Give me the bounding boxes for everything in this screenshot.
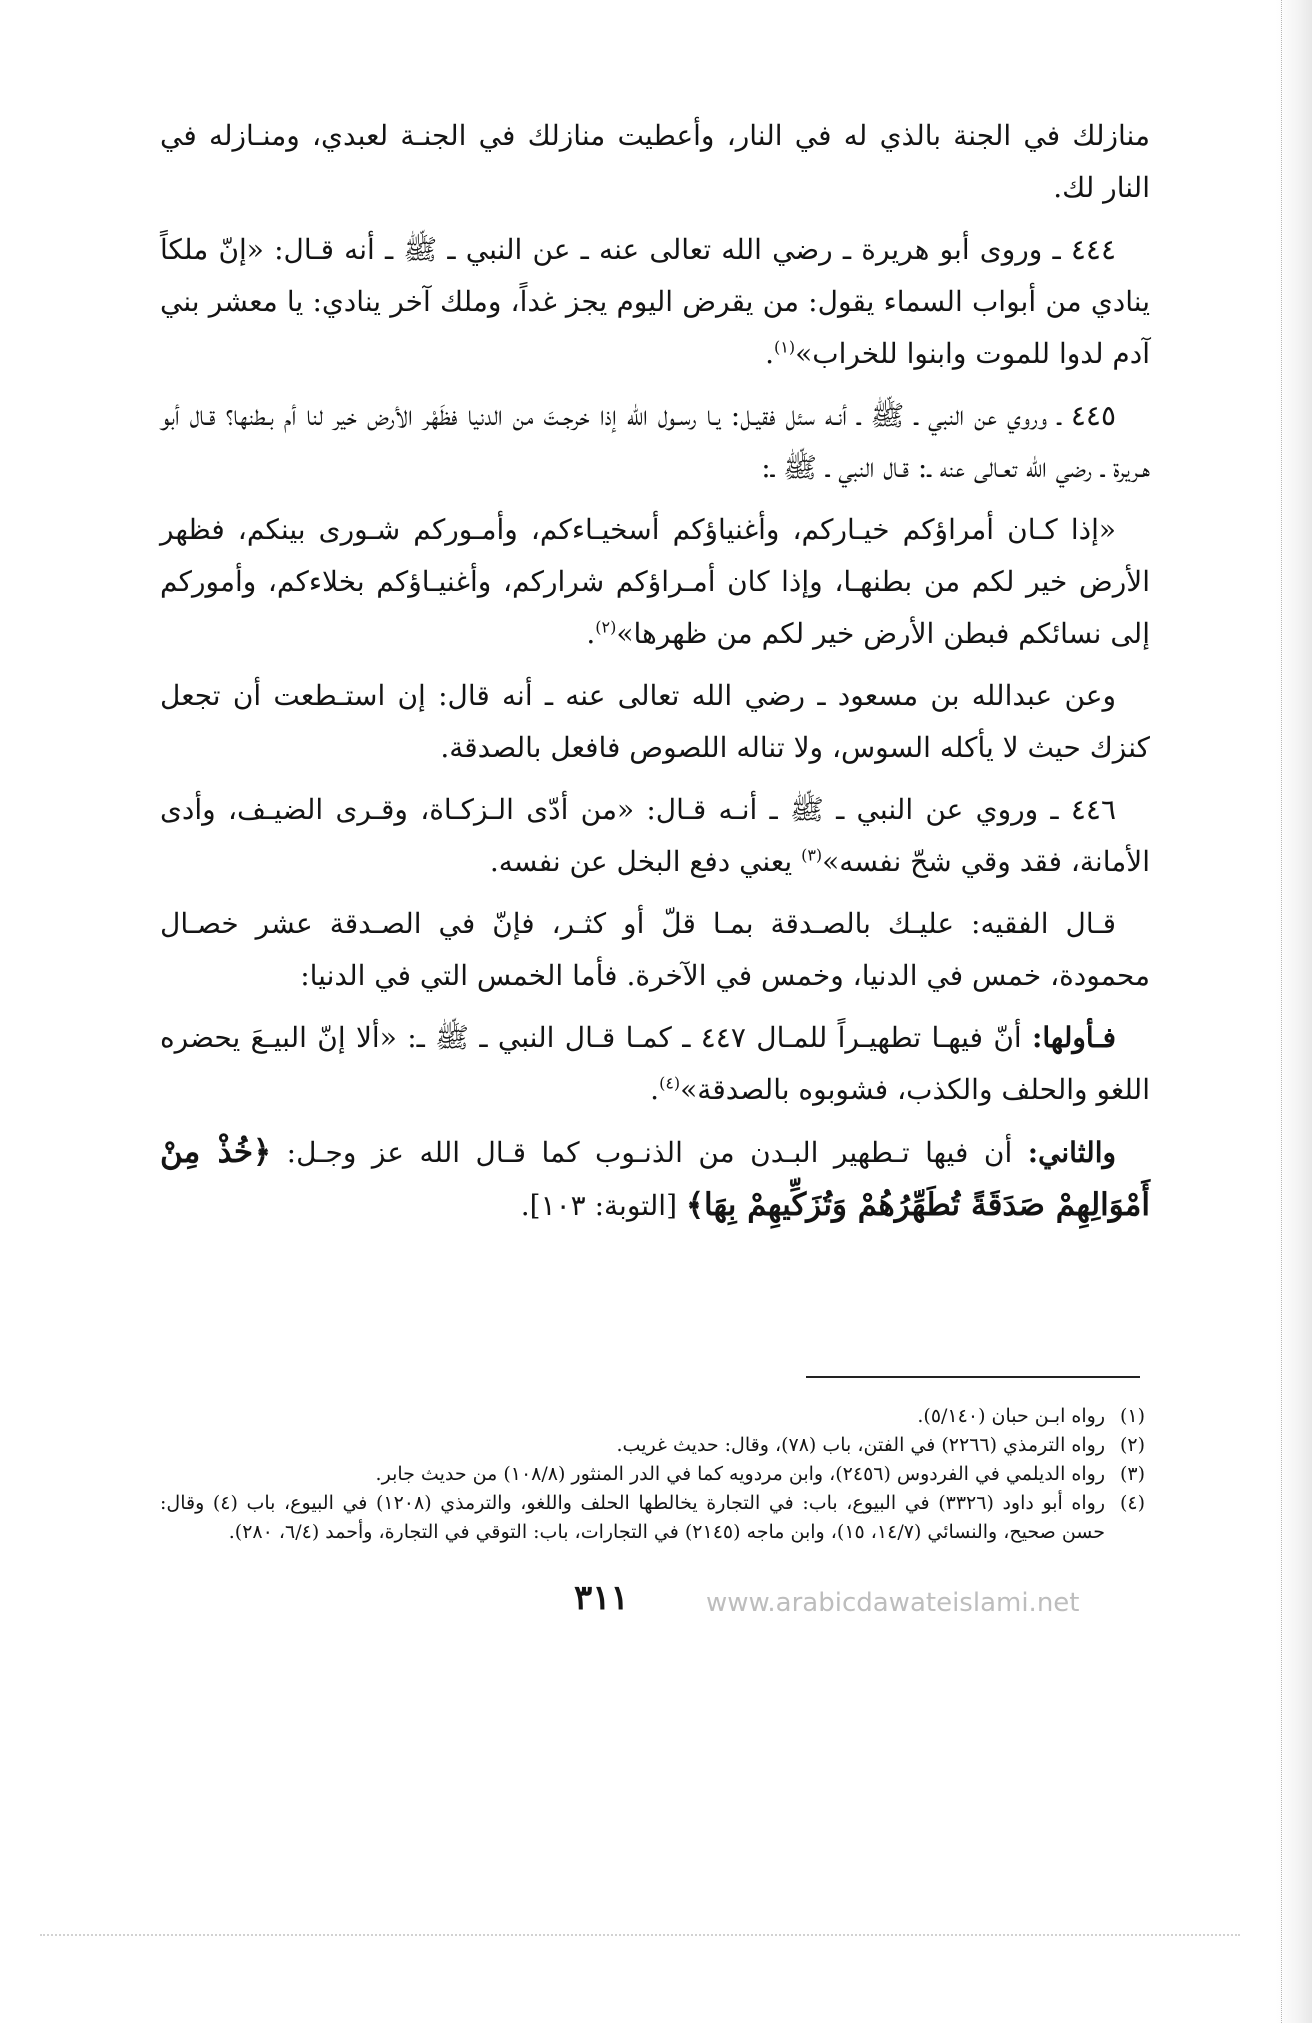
paragraph-text: يعني دفع البخل عن نفسه. xyxy=(489,845,802,878)
paragraph-text: أنّ فيهـا تطهيـراً للمـال ٤٤٧ ـ كمـا قـال النبي ـ ﷺ ـ: «ألا إنّ البيـعَ يحضره اللغو والحلف والكذب، فشوبوه بالصدقة» xyxy=(160,1021,1150,1106)
footnote-marker-3: (٣) xyxy=(801,845,823,865)
footnote-number: (٤) xyxy=(1119,1492,1145,1514)
paragraph-text: قـال الفقيه: عليـك بالصـدقة بمـا قلّ أو كثـر، فإنّ في الصـدقة عشر خصـال محمودة، خمس في الدنيا، وخمس في الآخرة. فأما الخمس التي في الدنيا: xyxy=(160,907,1150,992)
footnote-3 xyxy=(160,1460,1145,1489)
footnote-divider xyxy=(806,1376,1140,1378)
faqih-saying xyxy=(160,898,1150,1002)
footnote-text: رواه ابـن حبان (٥/١٤٠). xyxy=(917,1405,1105,1427)
hadith-444: ٤٤٤ ـ وروى أبو هريرة ـ رضي الله تعالى عنه ـ عن النبي ـ ﷺ ـ أنه قـال: «إنّ ملكاً ينادي من أبواب السماء يقول: من يقرض اليوم يجز غداً، وملك آخر ينادي: يا معشر بني آدم لدوا للموت وابنوا للخراب»$^{(١)}$. xyxy=(160,233,1150,370)
footnote-text: رواه الترمذي (٢٢٦٦) في الفتن، باب (٧٨)، وقال: حديث غريب. xyxy=(616,1434,1105,1456)
footnote-text: رواه الديلمي في الفردوس (٢٤٥٦)، وابن مردويه كما في الدر المنثور (١٠٨/٨) من حديث جابر. xyxy=(375,1463,1105,1485)
first-benefit: فـأولها: أنّ فيهـا تطهيـراً للمـال ٤٤٧ ـ كمـا قـال النبي ـ ﷺ ـ: «ألا إنّ البيـعَ يحضره اللغو والحلف والكذب، فشوبوه بالصدقة»$^{(٤)}$. xyxy=(160,1021,1150,1106)
scan-dots-row xyxy=(40,1934,1240,1938)
verse-reference: [التوبة: ١٠٣]. xyxy=(520,1189,686,1222)
watermark: www.arabicdawateislami.net xyxy=(706,1588,1080,1618)
main-text xyxy=(160,110,1150,1242)
page-number: ٣١١ xyxy=(574,1578,629,1618)
paragraph-text: أن فيها تـطهير البـدن من الذنـوب كما قـال الله عز وجـل: xyxy=(271,1136,1028,1169)
hadith-446 xyxy=(160,784,1150,888)
footnotes xyxy=(160,1402,1145,1547)
quran-verse: ﴿خُذْ مِنْ أَمْوَالِهِمْ صَدَقَةً تُطَهِّرُهُمْ وَتُزَكِّيهِمْ بِهَا﴾ xyxy=(160,1134,1150,1223)
scan-edge-line xyxy=(1281,0,1282,2023)
paragraph-continuation xyxy=(160,110,1150,214)
paragraph-text: «إذا كـان أمراؤكم خيـاركم، وأغنياؤكم أسخيـاءكم، وأمـوركم شـورى بينكم، فظهر الأرض خير لكم من بطنهـا، وإذا كان أمـراؤكم شراركم، وأغنيـاؤكم بخلاءكم، وأموركم إلى نسائكم فبطن الأرض خير لكم من ظهرها» xyxy=(160,513,1150,650)
footnote-number: (٣) xyxy=(1119,1463,1145,1485)
hadith-445 xyxy=(160,390,1150,494)
footnote-marker-4: (٤) xyxy=(659,1073,681,1093)
footnote-1 xyxy=(160,1402,1145,1431)
paragraph-text: منازلك في الجنة بالذي له في النار، وأعطيت منازلك في الجنـة لعبدي، ومنـازله في النار لك. xyxy=(160,119,1150,204)
footnote-2 xyxy=(160,1431,1145,1460)
footnote-marker-2: (٢) xyxy=(595,617,617,637)
footnote-number: (١) xyxy=(1119,1405,1145,1427)
paragraph-text: ٤٤٥ ـ وروي عن النبي ـ ﷺ ـ أنـه سئل فقيـل: يـا رسـول الله إذا خرجـتَ من الدنيا فظَهْر الأرض خير لنا أم بـطنها؟ قـال أبو هـريرة ـ رضي الله تعـالى عنه ـ: قـال النبي ـ ﷺ ـ: xyxy=(160,399,1150,484)
paragraph-text: ٤٤٤ ـ وروى أبو هريرة ـ رضي الله تعالى عنه ـ عن النبي ـ ﷺ ـ أنه قـال: «إنّ ملكاً ينادي من أبواب السماء يقول: من يقرض اليوم يجز غداً، وملك آخر ينادي: يا معشر بني آدم لدوا للموت وابنوا للخراب» xyxy=(160,233,1150,370)
paragraph-text: وعن عبدالله بن مسعود ـ رضي الله تعالى عنه ـ أنه قال: إن استـطعت أن تجعل كنزك حيث لا يأكله السوس، ولا تناله اللصوص فافعل بالصدقة. xyxy=(160,679,1150,764)
footnote-number: (٢) xyxy=(1119,1434,1145,1456)
paragraph-text: ٤٤٦ ـ وروي عن النبي ـ ﷺ ـ أنـه قـال: «من أدّى الـزكـاة، وقـرى الضيـف، وأدى الأمانة، فقد وقي شحّ نفسه» xyxy=(160,793,1150,878)
footnote-4 xyxy=(160,1489,1145,1547)
footnote-text: رواه أبو داود (٣٣٢٦) في البيوع، باب: في التجارة يخالطها الحلف واللغو، والترمذي (١٢٠٨) في البيوع، باب (٤) وقال: حسن صحيح، والنسائي (١٤/٧، ١٥)، وابن ماجه (٢١٤٥) في التجارات، باب: التوقي في التجارة، وأحمد (٦/٤، ٢٨٠). xyxy=(160,1492,1105,1543)
second-benefit xyxy=(160,1126,1150,1232)
hadith-445-quote: «إذا كـان أمراؤكم خيـاركم، وأغنياؤكم أسخيـاءكم، وأمـوركم شـورى بينكم، فظهر الأرض خير لكم من بطنهـا، وإذا كان أمـراؤكم شراركم، وأغنيـاؤكم بخلاءكم، وأموركم إلى نسائكم فبطن الأرض خير لكم من ظهرها»$^{(٢)}$. xyxy=(160,513,1150,650)
second-benefit-heading: والثاني: xyxy=(1027,1136,1116,1169)
footnote-marker-1: (١) xyxy=(773,337,796,357)
first-benefit-heading: فـأولها: xyxy=(1032,1021,1116,1054)
ibn-masud-saying xyxy=(160,670,1150,774)
